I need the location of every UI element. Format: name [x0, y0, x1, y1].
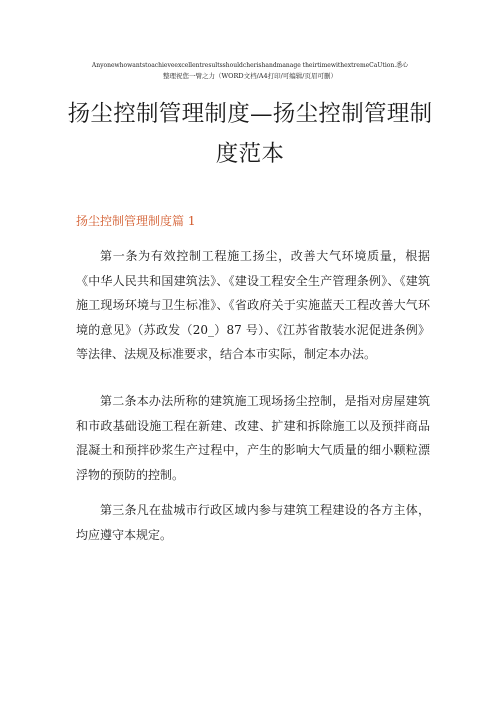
paragraph-article-1: 第一条为有效控制工程施工扬尘，改善大气环境质量，根据《中华人民共和国建筑法》、《建设工程安全生产管理条例》、《建筑施工现场环境与卫生标准》、《省政府关于实施蓝天工程改善大气环境的意见》（苏政发（20_）87 号）、《江苏省散装水泥促进条例》等法律、法规及标准要求，结合本市实际，制定本办法。 — [76, 249, 430, 361]
paragraph-article-2: 第二条本办法所称的建筑施工现场扬尘控制，是指对房屋建筑和市政基础设施工程在新建、改建、扩建和拆除施工以及预拌商品混凝土和预拌砂浆生产过程中，产生的影响大气质量的细小颗粒漂浮物的预防的控制。 — [76, 394, 430, 482]
paragraph-article-3: 第三条凡在盐城市行政区域内参与建筑工程建设的各方主体，均应遵守本规定。 — [76, 503, 430, 542]
header-slogan: Anyonewhowantstoachieveexcellentresultsshouldcherishandmanage theirtimewithextremeCaUtion.悉心 — [91, 62, 409, 69]
header-note: 整理祝您一臂之力（WORD文档/A4打印/可编辑/页眉可删） — [162, 72, 337, 80]
document-title: 扬尘控制管理制度—扬尘控制管理制度范本 — [67, 101, 433, 167]
section-heading: 扬尘控制管理制度篇 1 — [76, 214, 196, 228]
